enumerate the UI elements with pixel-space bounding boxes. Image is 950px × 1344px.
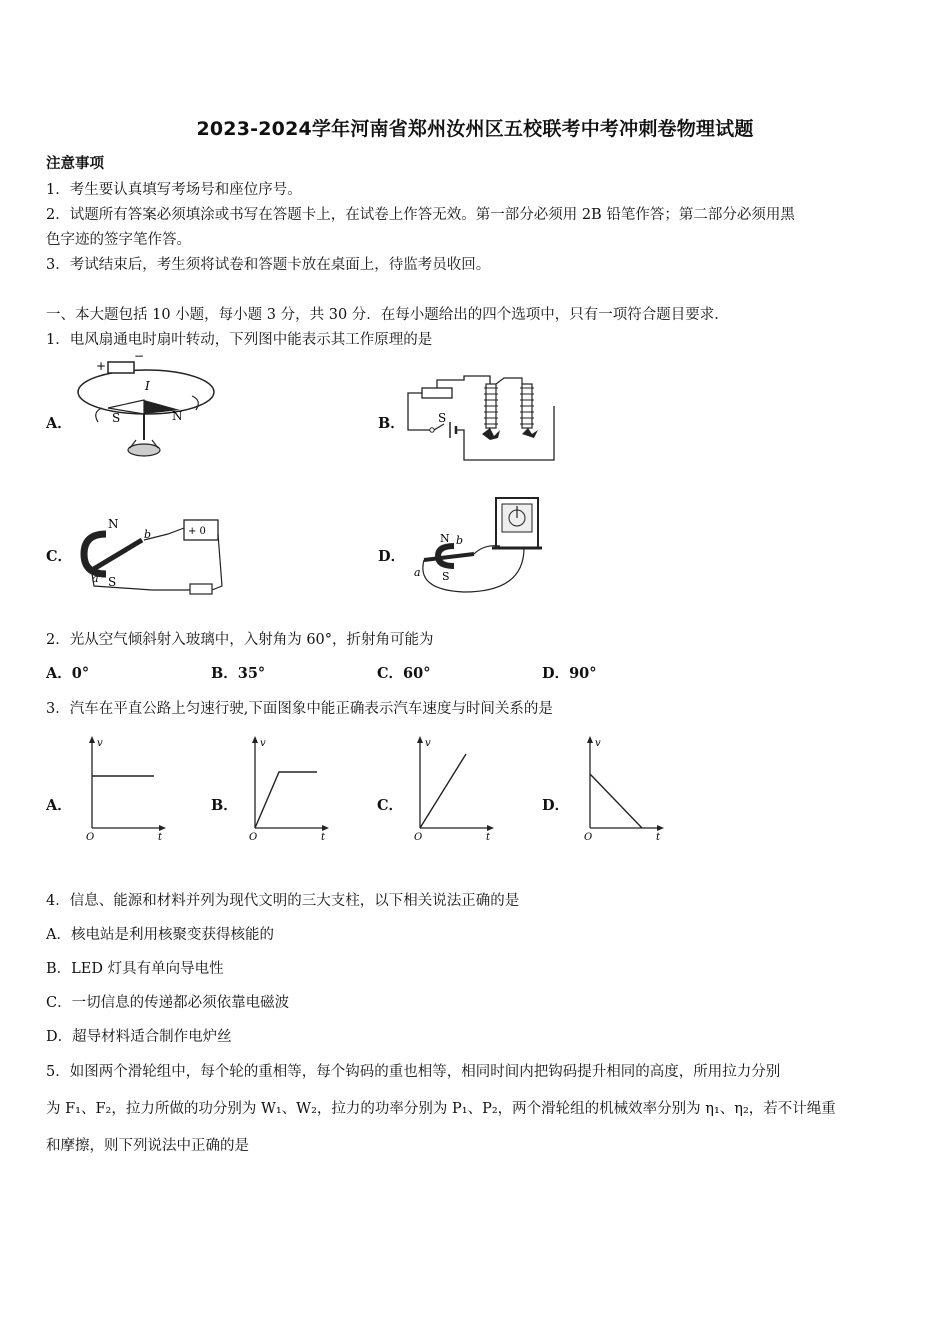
q3c-v-label: v bbox=[425, 738, 431, 749]
q3-graph-a bbox=[82, 734, 170, 844]
q2-option-c[interactable]: C．60° bbox=[377, 665, 431, 682]
q1-option-c-label[interactable]: C． bbox=[46, 548, 73, 565]
q3a-v-label: v bbox=[97, 738, 103, 749]
fig-d-b: b bbox=[456, 534, 464, 547]
q3d-v-label: v bbox=[595, 738, 601, 749]
q1-option-b-label[interactable]: B． bbox=[378, 415, 405, 432]
q3c-graph-line bbox=[420, 754, 466, 828]
q2-option-d[interactable]: D．90° bbox=[542, 665, 597, 682]
q4-option-b[interactable]: B．LED 灯具有单向导电性 bbox=[46, 961, 224, 977]
fig-c-n: N bbox=[108, 517, 119, 531]
q3d-t-label: t bbox=[656, 832, 661, 843]
q3c-t-label: t bbox=[486, 832, 491, 843]
q3-option-b-label[interactable]: B． bbox=[211, 797, 238, 814]
q1-figure-c bbox=[72, 516, 232, 598]
q3-option-d-label[interactable]: D． bbox=[542, 797, 570, 814]
fig-c-b: b bbox=[144, 528, 152, 541]
fig-a-minus: − bbox=[134, 349, 145, 363]
q1-figure-a bbox=[68, 349, 218, 462]
page-title: 2023-2024学年河南省郑州汝州区五校联考中考冲刺卷物理试题 bbox=[196, 118, 754, 140]
q5-line-3: 和摩擦，则下列说法中正确的是 bbox=[46, 1138, 249, 1154]
q4-option-d[interactable]: D．超导材料适合制作电炉丝 bbox=[46, 1029, 232, 1045]
q3d-origin-label: O bbox=[584, 832, 593, 843]
notice-item: 1．考生要认真填写考场号和座位序号。 bbox=[46, 182, 302, 198]
fig-c-s: S bbox=[108, 575, 117, 589]
q1-figure-b bbox=[404, 376, 554, 462]
q2-option-b[interactable]: B．35° bbox=[211, 665, 266, 682]
notice-item: 2．试题所有答案必须填涂或书写在答题卡上，在试卷上作答无效。第一部分必须用 2B 铅笔作答；第二部分必须用黑 bbox=[46, 207, 795, 223]
q1-option-a-label[interactable]: A． bbox=[46, 415, 72, 432]
q5-line-1: 5．如图两个滑轮组中，每个轮的重相等，每个钩码的重也相等，相同时间内把钩码提升相同的高度，所用拉力分别 bbox=[46, 1064, 781, 1080]
fig-d-a: a bbox=[414, 566, 421, 579]
fig-a-s: S bbox=[112, 411, 121, 425]
q5-line-2: 为 F₁、F₂，拉力所做的功分别为 W₁、W₂，拉力的功率分别为 P₁、P₂，两个滑轮组的机械效率分别为 η₁、η₂，若不计绳重 bbox=[46, 1101, 836, 1117]
fig-a-plus: + bbox=[96, 359, 107, 373]
q4-stem: 4．信息、能源和材料并列为现代文明的三大支柱，以下相关说法正确的是 bbox=[46, 893, 520, 909]
q3a-origin-label: O bbox=[86, 832, 95, 843]
notice-heading: 注意事项 bbox=[46, 155, 104, 172]
fig-c-meter: + 0 bbox=[188, 526, 206, 537]
q3-stem: 3．汽车在平直公路上匀速行驶,下面图象中能正确表示汽车速度与时间关系的是 bbox=[46, 701, 553, 717]
fig-c-a: a bbox=[92, 572, 99, 585]
q3b-graph-line bbox=[255, 772, 317, 828]
q1-option-d-label[interactable]: D． bbox=[378, 548, 406, 565]
q3-graph-d bbox=[580, 734, 668, 844]
q3c-origin-label: O bbox=[414, 832, 423, 843]
q4-option-a[interactable]: A．核电站是利用核聚变获得核能的 bbox=[46, 927, 274, 943]
fig-a-n: N bbox=[172, 409, 183, 423]
q2-option-a[interactable]: A．0° bbox=[46, 665, 90, 682]
q3a-t-label: t bbox=[158, 832, 163, 843]
q1-figure-d bbox=[404, 494, 554, 596]
q1-stem: 1．电风扇通电时扇叶转动，下列图中能表示其工作原理的是 bbox=[46, 332, 433, 348]
q3d-graph-line bbox=[590, 774, 642, 828]
notice-item: 3．考试结束后，考生须将试卷和答题卡放在桌面上，待监考员收回。 bbox=[46, 257, 491, 273]
fig-b-switch: S bbox=[438, 411, 447, 425]
q2-stem: 2．光从空气倾斜射入玻璃中，入射角为 60°，折射角可能为 bbox=[46, 632, 434, 648]
q3-graph-c bbox=[410, 734, 498, 844]
fig-d-s: S bbox=[442, 570, 450, 583]
fig-d-n: N bbox=[440, 532, 450, 545]
q3b-origin-label: O bbox=[249, 832, 258, 843]
q3-option-c-label[interactable]: C． bbox=[377, 797, 404, 814]
notice-item: 色字迹的签字笔作答。 bbox=[46, 232, 191, 248]
q4-option-c[interactable]: C．一切信息的传递都必须依靠电磁波 bbox=[46, 995, 290, 1011]
fig-a-current: I bbox=[145, 379, 150, 393]
q3b-v-label: v bbox=[260, 738, 266, 749]
q3-graph-b bbox=[245, 734, 333, 844]
section-heading: 一、本大题包括 10 小题，每小题 3 分，共 30 分．在每小题给出的四个选项中，只有一项符合题目要求． bbox=[46, 307, 729, 323]
q3b-t-label: t bbox=[321, 832, 326, 843]
q3-option-a-label[interactable]: A． bbox=[46, 797, 72, 814]
